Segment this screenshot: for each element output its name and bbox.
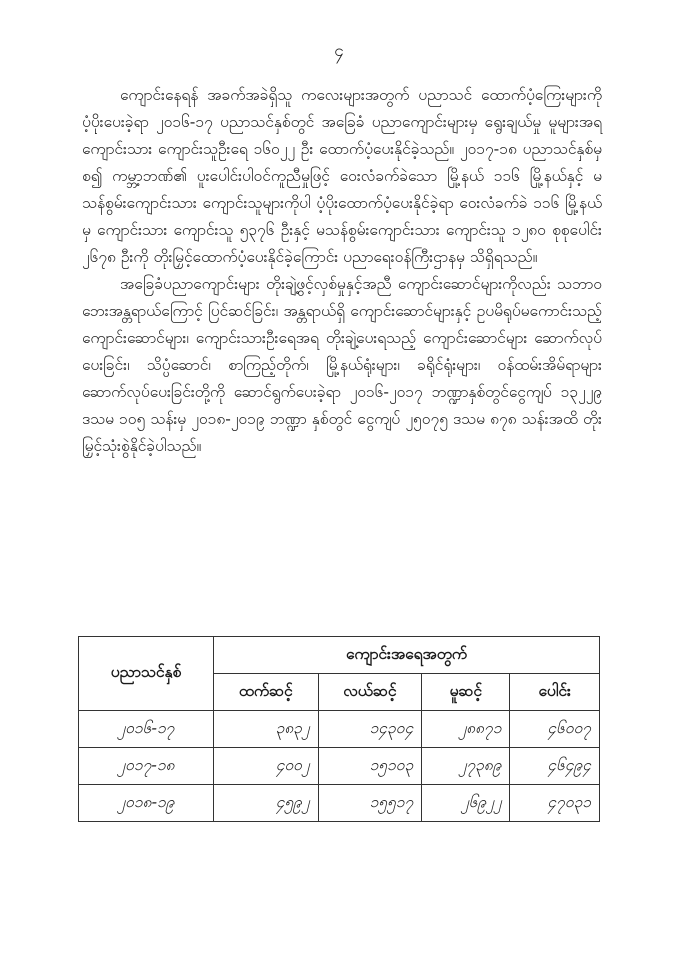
year-cell: ၂၀၁၆-၁၇ bbox=[79, 711, 214, 748]
total-header: ပေါင်း bbox=[510, 674, 600, 711]
middle-school-cell: ၁၄၃၀၄ bbox=[318, 711, 422, 748]
high-school-cell: ၄၅၉၂ bbox=[214, 785, 319, 822]
page-number: ၄ bbox=[334, 41, 344, 61]
year-cell: ၂၀၁၇-၁၈ bbox=[79, 748, 214, 785]
total-cell: ၄၇၀၃၁ bbox=[510, 785, 600, 822]
paragraph-1: ကျောင်းနေရန် အခက်အခဲရှိသူ ကလေးများအတွက် ပညာသင် ထောက်ပံ့ကြေးများကို ပံ့ပိုးပေးခဲ့ရာ ၂၀၁၆-၁၇ ပညာသင်နှစ်တွင် အခြေခံ ပညာကျောင်းများမှ ရွေးချယ်မှု မူများအရ ကျောင်းသား ကျောင်းသူဦးရေ ၁၆၀၂၂ ဦး ထောက်ပံ့ပေးနိုင်ခဲ့သည်။ ၂၀၁၇-၁၈ ပညာသင်နှစ်မှစ၍ ကမ္ဘာ့ဘဏ်၏ ပူးပေါင်းပါဝင်ကူညီမှုဖြင့် ဝေးလံခက်ခဲသော မြို့နယ် ၁၁၆ မြို့နယ်နှင့် မသန်စွမ်းကျောင်းသား ကျောင်းသူများကိုပါ ပံ့ပိုးထောက်ပံ့ပေးနိုင်ခဲ့ရာ ဝေးလံခက်ခဲ ၁၁၆ မြို့နယ်မှ ကျောင်းသား ကျောင်းသူ ၅၃၇၆ ဦးနှင့် မသန်စွမ်းကျောင်းသား ကျောင်းသူ ၁၂၈၀ စုစုပေါင်း ၂၆၇၈ ဦးကို တိုးမြှင့်ထောက်ပံ့ပေးနိုင်ခဲ့ကြောင်း ပညာရေးဝန်ကြီးဌာနမှ သိရှိရသည်။ bbox=[82, 86, 602, 266]
table-row bbox=[79, 785, 600, 822]
high-school-header: ထက်ဆင့် bbox=[214, 674, 319, 711]
school-count-table bbox=[78, 636, 600, 822]
primary-school-cell: ၂၇၃၈၉ bbox=[422, 748, 510, 785]
paragraph-2: အခြေခံပညာကျောင်းများ တိုးချဲ့ဖွင့်လှစ်မှုနှင့်အညီ ကျောင်းဆောင်များကိုလည်း သဘာဝဘေးအန္တရာယ်ကြောင့် ပြင်ဆင်ခြင်း၊ အန္တရာယ်ရှိ ကျောင်းဆောင်များနှင့် ဥပမိရုပ်မကောင်းသည့် ကျောင်းဆောင်များ၊ ကျောင်းသားဦးရေအရ တိုးချဲ့ပေးရသည့် ကျောင်းဆောင်များ ဆောက်လုပ်ပေးခြင်း၊ သိပ္ပံဆောင်၊ စာကြည့်တိုက်၊ မြို့နယ်ရုံးများ၊ ခရိုင်ရုံးများ၊ ဝန်ထမ်းအိမ်ရာများ ဆောက်လုပ်ပေးခြင်းတို့ကို ဆောင်ရွက်ပေးခဲ့ရာ ၂၀၁၆-၂၀၁၇ ဘဏ္ဍာနှစ်တွင်ငွေကျပ် ၁၃၂၂၉ ဒသမ ၁၀၅ သန်းမှ ၂၀၁၈-၂၀၁၉ ဘဏ္ဍာ နှစ်တွင် ငွေကျပ် ၂၅၀၇၅ ဒသမ ၈၇၈ သန်းအထိ တိုးမြှင့်သုံးစွဲနိုင်ခဲ့ပါသည်။ bbox=[82, 275, 602, 455]
high-school-cell: ၃၈၃၂ bbox=[214, 711, 319, 748]
year-column-header: ပညာသင်နှစ် bbox=[79, 637, 214, 711]
table-row bbox=[79, 711, 600, 748]
body-text bbox=[82, 82, 602, 460]
middle-school-header: လယ်ဆင့် bbox=[318, 674, 422, 711]
high-school-cell: ၄၀၀၂ bbox=[214, 748, 319, 785]
primary-school-cell: ၂၈၈၇၁ bbox=[422, 711, 510, 748]
total-cell: ၄၆၀၀၇ bbox=[510, 711, 600, 748]
table-row bbox=[79, 748, 600, 785]
primary-school-header: မူဆင့် bbox=[422, 674, 510, 711]
primary-school-cell: ၂၆၉၂၂ bbox=[422, 785, 510, 822]
year-cell: ၂၀၁၈-၁၉ bbox=[79, 785, 214, 822]
middle-school-cell: ၁၅၅၁၇ bbox=[318, 785, 422, 822]
school-count-group-header: ကျောင်းအရေအတွက် bbox=[214, 637, 600, 674]
middle-school-cell: ၁၅၁၀၃ bbox=[318, 748, 422, 785]
total-cell: ၄၆၄၉၄ bbox=[510, 748, 600, 785]
